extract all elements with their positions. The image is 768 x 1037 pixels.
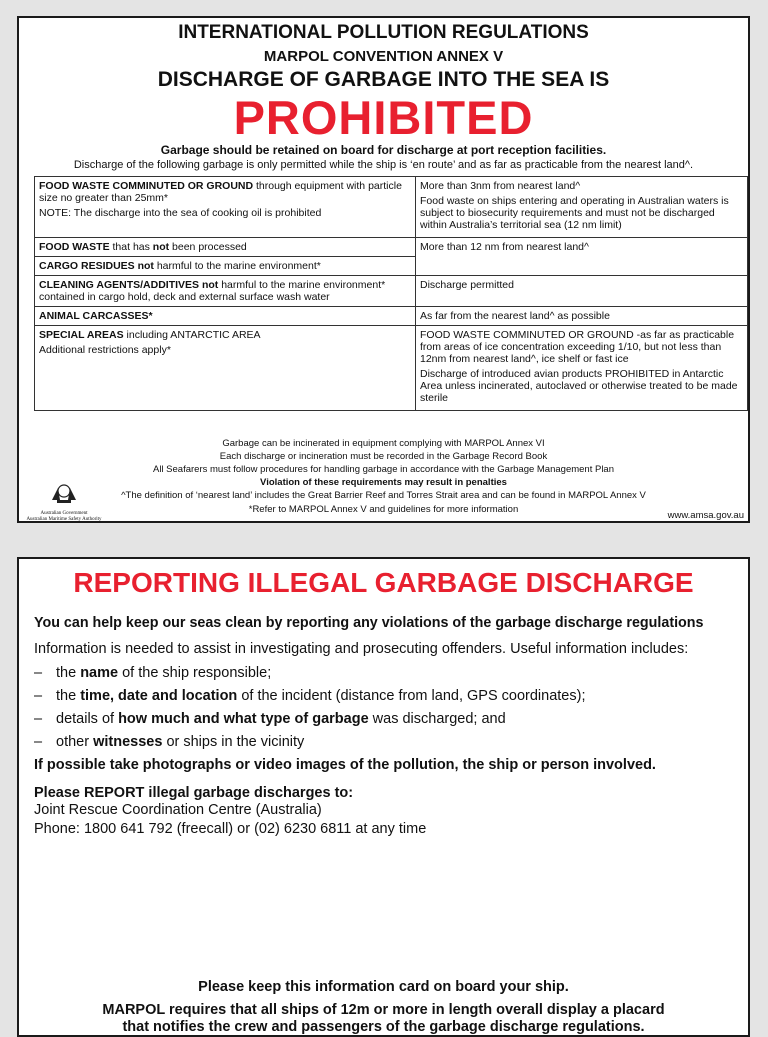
list-item: – the name of the ship responsible;	[34, 665, 272, 681]
list-item: – the time, date and location of the incident (distance from land, GPS coordinates);	[34, 688, 586, 704]
footer-record: Each discharge or incineration must be recorded in the Garbage Record Book	[219, 451, 548, 462]
photos-notice: If possible take photographs or video images of the pollution, the ship or person involved.	[34, 757, 656, 773]
table-cell: Discharge permitted	[416, 276, 748, 307]
reporting-info: Information is needed to assist in investigating and prosecuting offenders. Useful information includes:	[34, 641, 689, 657]
logo-line-2: Australian Maritime Safety Authority	[26, 517, 102, 522]
table-cell: CARGO RESIDUES not harmful to the marine environment*	[35, 257, 416, 276]
reporting-card	[17, 557, 750, 1037]
phone-numbers: Phone: 1800 641 792 (freecall) or (02) 6230 6811 at any time	[34, 821, 427, 837]
table-cell: More than 3nm from nearest land^ Food waste on ships entering and operating in Australian waters is subject to biosecurity requirements and must not be discharged within Australia’s territorial sea (12 nm limit)	[416, 177, 748, 238]
retain-notice: Garbage should be retained on board for discharge at port reception facilities.	[160, 143, 607, 157]
table-cell: More than 12 nm from nearest land^	[416, 238, 748, 276]
reporting-intro: You can help keep our seas clean by reporting any violations of the garbage discharge regulations	[34, 615, 704, 631]
report-to-heading: Please REPORT illegal garbage discharges to:	[34, 785, 354, 801]
placard-subtitle: MARPOL CONVENTION ANNEX V	[263, 48, 504, 65]
garbage-table	[34, 176, 748, 411]
table-row	[35, 326, 748, 411]
keep-on-board-notice: Please keep this information card on board your ship.	[198, 979, 569, 995]
list-item: – other witnesses or ships in the vicinity	[34, 734, 305, 750]
table-row	[35, 238, 748, 257]
placard-title: INTERNATIONAL POLLUTION REGULATIONS	[178, 22, 589, 43]
table-cell: CLEANING AGENTS/ADDITIVES not harmful to the marine environment* contained in cargo hold, deck and external surface wash water	[35, 276, 416, 307]
list-item: – details of how much and what type of garbage was discharged; and	[34, 711, 506, 727]
amsa-url: www.amsa.gov.au	[667, 510, 744, 521]
table-cell: FOOD WASTE COMMINUTED OR GROUND -as far as practicable from areas of ice concentration exceeding 1/10, but not less than 12nm from nearest land^, ice shelf or fast ice Discharge of introduced avian products PROHIBITED in Antarctic Area unless incinerated, autoclaved or otherwise treated to be made sterile	[416, 326, 748, 411]
reporting-title: REPORTING ILLEGAL GARBAGE DISCHARGE	[73, 567, 694, 598]
marpol-placard	[17, 16, 750, 523]
penalty-notice: Violation of these requirements may result in penalties	[260, 477, 507, 488]
table-row	[35, 276, 748, 307]
coat-of-arms-icon	[24, 482, 104, 506]
table-row	[35, 177, 748, 238]
marpol-requirement-line1: MARPOL requires that all ships of 12m or more in length overall display a placard	[102, 1002, 665, 1018]
marpol-requirement-line2: that notifies the crew and passengers of the garbage discharge regulations.	[122, 1019, 645, 1035]
footer-procedures: All Seafarers must follow procedures for handling garbage in accordance with the Garbage Management Plan	[152, 464, 614, 475]
rescue-centre: Joint Rescue Coordination Centre (Australia)	[34, 802, 322, 818]
footer-incinerate: Garbage can be incinerated in equipment complying with MARPOL Annex VI	[222, 438, 545, 449]
table-cell: FOOD WASTE COMMINUTED OR GROUND through equipment with particle size no greater than 25mm* NOTE: The discharge into the sea of cooking oil is prohibited	[35, 177, 416, 238]
australian-government-logo	[24, 482, 104, 522]
table-cell: FOOD WASTE that has not been processed	[35, 238, 416, 257]
table-row	[35, 307, 748, 326]
table-cell: As far from the nearest land^ as possible	[416, 307, 748, 326]
prohibited-heading: PROHIBITED	[233, 91, 534, 144]
table-cell: SPECIAL AREAS including ANTARCTIC AREA Additional restrictions apply*	[35, 326, 416, 411]
table-cell: ANIMAL CARCASSES*	[35, 307, 416, 326]
nearest-land-definition: ^The definition of ‘nearest land’ includes the Great Barrier Reef and Torres Strait area and can be found in MARPOL Annex V	[121, 490, 646, 501]
logo-line-1: Australian Government	[40, 511, 88, 516]
placard-heading: DISCHARGE OF GARBAGE INTO THE SEA IS	[157, 68, 610, 91]
permitted-notice: Discharge of the following garbage is only permitted while the ship is ‘en route’ and as far as practicable from the nearest land^.	[73, 159, 694, 171]
refer-note: *Refer to MARPOL Annex V and guidelines for more information	[248, 504, 519, 515]
